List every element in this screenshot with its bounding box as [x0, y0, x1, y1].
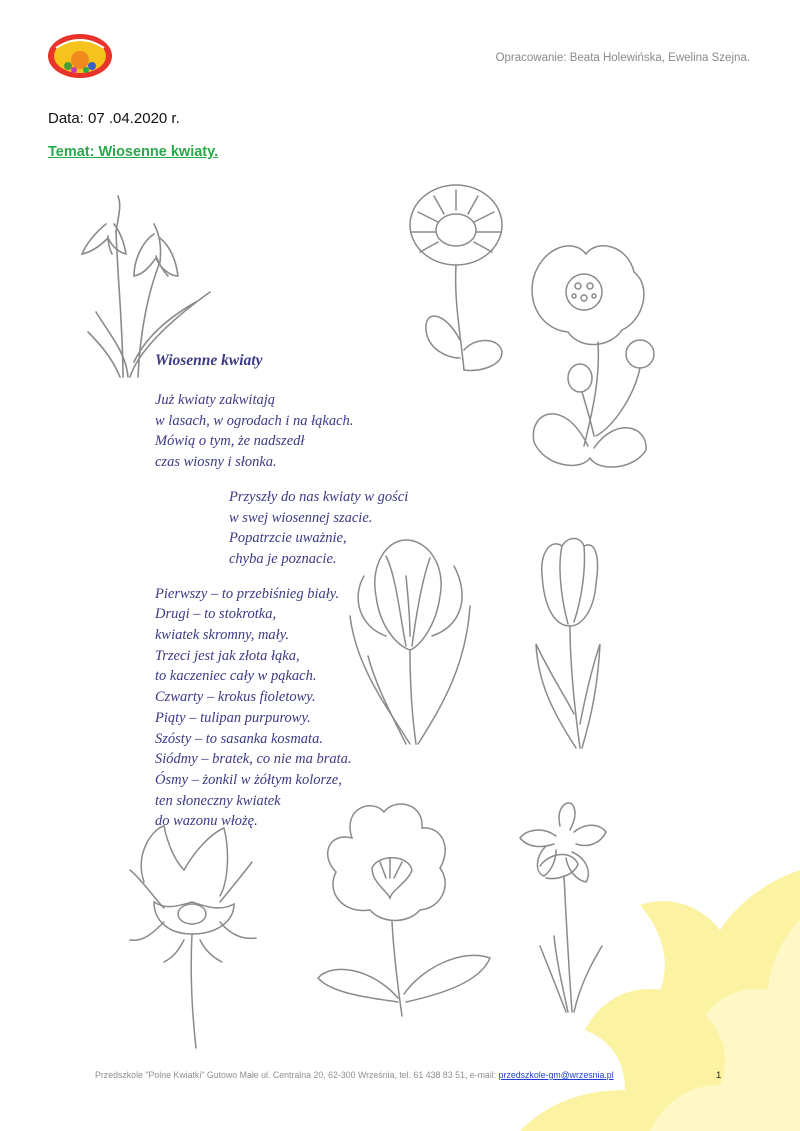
poem-line: Popatrzcie uważnie, — [229, 530, 347, 547]
daffodil-icon — [516, 796, 612, 1016]
poem-line: Trzeci jest jak złota łąka, — [155, 647, 300, 664]
poem — [155, 352, 415, 832]
poem-line: chyba je poznacie. — [229, 550, 337, 567]
poem-stanza-3 — [155, 584, 415, 832]
daisy-icon — [404, 180, 508, 376]
footer — [95, 1070, 614, 1080]
footer-email-link[interactable]: przedszkole-gm@wrzesnia.pl — [498, 1070, 614, 1080]
pasque-flower-icon — [124, 822, 260, 1050]
poem-line: w swej wiosennej szacie. — [229, 509, 373, 526]
poem-line: Przyszły do nas kwiaty w gości — [229, 488, 409, 505]
poem-line: ten słoneczny kwiatek — [155, 792, 281, 809]
footer-address: Przedszkole "Polne Kwiatki" Gutowo Małe ul. Centralna 20, 62-300 Września, tel. 61 438 83 51, e-mail: — [95, 1070, 499, 1080]
poem-line: Ósmy – żonkil w żółtym kolorze, — [155, 771, 342, 788]
poem-stanza-1 — [155, 390, 415, 473]
poem-line: Pierwszy – to przebiśnieg biały. — [155, 585, 340, 602]
tulip-icon — [534, 534, 604, 750]
poem-line: to kaczeniec cały w pąkach. — [155, 668, 317, 685]
poem-stanza-2 — [229, 487, 415, 570]
poem-line: Już kwiaty zakwitają — [155, 392, 276, 408]
lesson-date: Data: 07 .04.2020 r. — [48, 110, 180, 127]
poem-line: do wazonu włożę. — [155, 813, 258, 830]
poem-line: kwiatek skromny, mały. — [155, 627, 289, 644]
poem-line: w lasach, w ogrodach i na łąkach. — [155, 412, 354, 429]
author-credit: Opracowanie: Beata Holewińska, Ewelina Szejna. — [495, 52, 750, 64]
poem-line: Czwarty – krokus fioletowy. — [155, 689, 316, 706]
kindergarten-logo-icon — [46, 30, 114, 80]
poem-line: Mówią o tym, że nadszedł — [155, 433, 305, 450]
poem-line: Siódmy – bratek, co nie ma brata. — [155, 751, 352, 768]
marsh-marigold-icon — [524, 236, 664, 476]
lesson-topic: Temat: Wiosenne kwiaty. — [48, 144, 219, 160]
poem-line: Drugi – to stokrotka, — [155, 606, 277, 623]
poem-line: czas wiosny i słonka. — [155, 454, 277, 471]
poem-line: Piąty – tulipan purpurowy. — [155, 709, 311, 726]
poem-line: Szósty – to sasanka kosmata. — [155, 730, 323, 747]
page-number: 1 — [716, 1070, 722, 1081]
poem-title: Wiosenne kwiaty — [155, 352, 263, 369]
